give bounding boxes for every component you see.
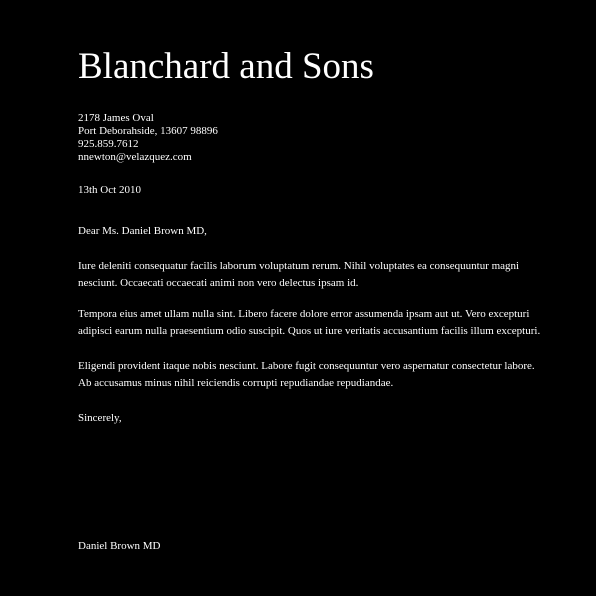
body-paragraph-3: Eligendi provident itaque nobis nesciunt. Labore fugit consequuntur vero aspernatur consectetur labore. Ab accusamus minus nihil reiciendis corrupti repudiandae repudiandae.	[78, 360, 535, 389]
body-paragraph-2: Tempora eius amet ullam nulla sint. Libero facere dolore error assumenda ipsam aut ut. Vero excepturi adipisci earum nulla praesentium odio suscipit. Quos ut iure veritatis accusantium facilis illum excepturi.	[78, 308, 541, 337]
address-city-line: Port Deborahside, 13607 98896	[78, 125, 218, 137]
address-street: 2178 James Oval	[78, 112, 154, 124]
body-paragraph-1: Iure deleniti consequatur facilis laborum voluptatum rerum. Nihil voluptates ea consequuntur magni nesciunt. Occaecati occaecati animi non vero delectus ipsam id.	[78, 260, 520, 289]
closing: Sincerely,	[78, 412, 122, 424]
sender-address-block	[78, 112, 218, 164]
salutation: Dear Ms. Daniel Brown MD,	[78, 225, 207, 237]
letter-date: 13th Oct 2010	[78, 184, 141, 196]
address-phone: 925.859.7612	[78, 138, 139, 150]
address-email: nnewton@velazquez.com	[78, 151, 192, 163]
signature-name: Daniel Brown MD	[78, 540, 161, 552]
company-name: Blanchard and Sons	[78, 46, 374, 87]
